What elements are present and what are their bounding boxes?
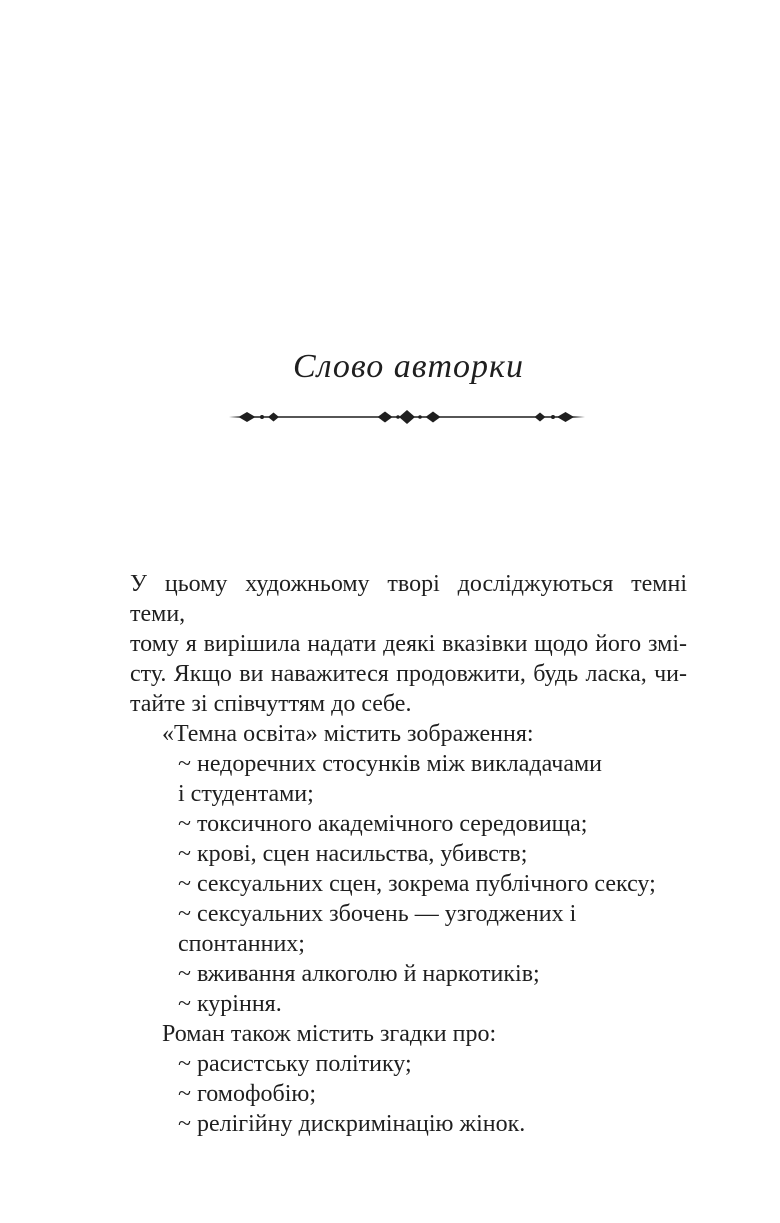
warning-item: ~ куріння. xyxy=(178,991,282,1017)
warning-item: ~ вживання алкоголю й наркотиків; xyxy=(178,961,540,987)
mention-item: ~ гомофобію; xyxy=(178,1081,316,1107)
divider-ornament-icon xyxy=(229,407,585,427)
ornamental-divider xyxy=(229,407,585,427)
warning-item: ~ крові, сцен насильства, убивств; xyxy=(178,841,528,867)
warning-item: ~ сексуальних збочень — узгоджених і спонтанних; xyxy=(178,901,577,957)
warning-item: ~ токсичного академічного середовища; xyxy=(178,811,588,837)
mention-item: ~ расистську політику; xyxy=(178,1051,412,1077)
mention-item: ~ релігійну дискримінацію жінок. xyxy=(178,1111,526,1137)
mentions-list-intro: Роман також містить згадки про: xyxy=(162,1021,497,1047)
chapter-text xyxy=(130,569,687,1139)
paragraph-line: сту. Якщо ви наважитеся продовжити, будь ласка, чи- xyxy=(130,661,687,687)
warning-item-wrap: і студентами; xyxy=(178,781,314,807)
warning-item: ~ сексуальних сцен, зокрема публічного сексу; xyxy=(178,871,656,897)
paragraph-line: тому я вирішила надати деякі вказівки щодо його змі- xyxy=(130,631,687,657)
paragraph-line: У цьому художньому творі досліджуються темні теми, xyxy=(130,571,687,627)
warning-item: ~ недоречних стосунків між викладачами xyxy=(178,751,603,777)
chapter-title: Слово авторки xyxy=(293,348,524,385)
warnings-list-intro: «Темна освіта» містить зображення: xyxy=(162,721,534,747)
paragraph-line: тайте зі співчуттям до себе. xyxy=(130,691,412,717)
